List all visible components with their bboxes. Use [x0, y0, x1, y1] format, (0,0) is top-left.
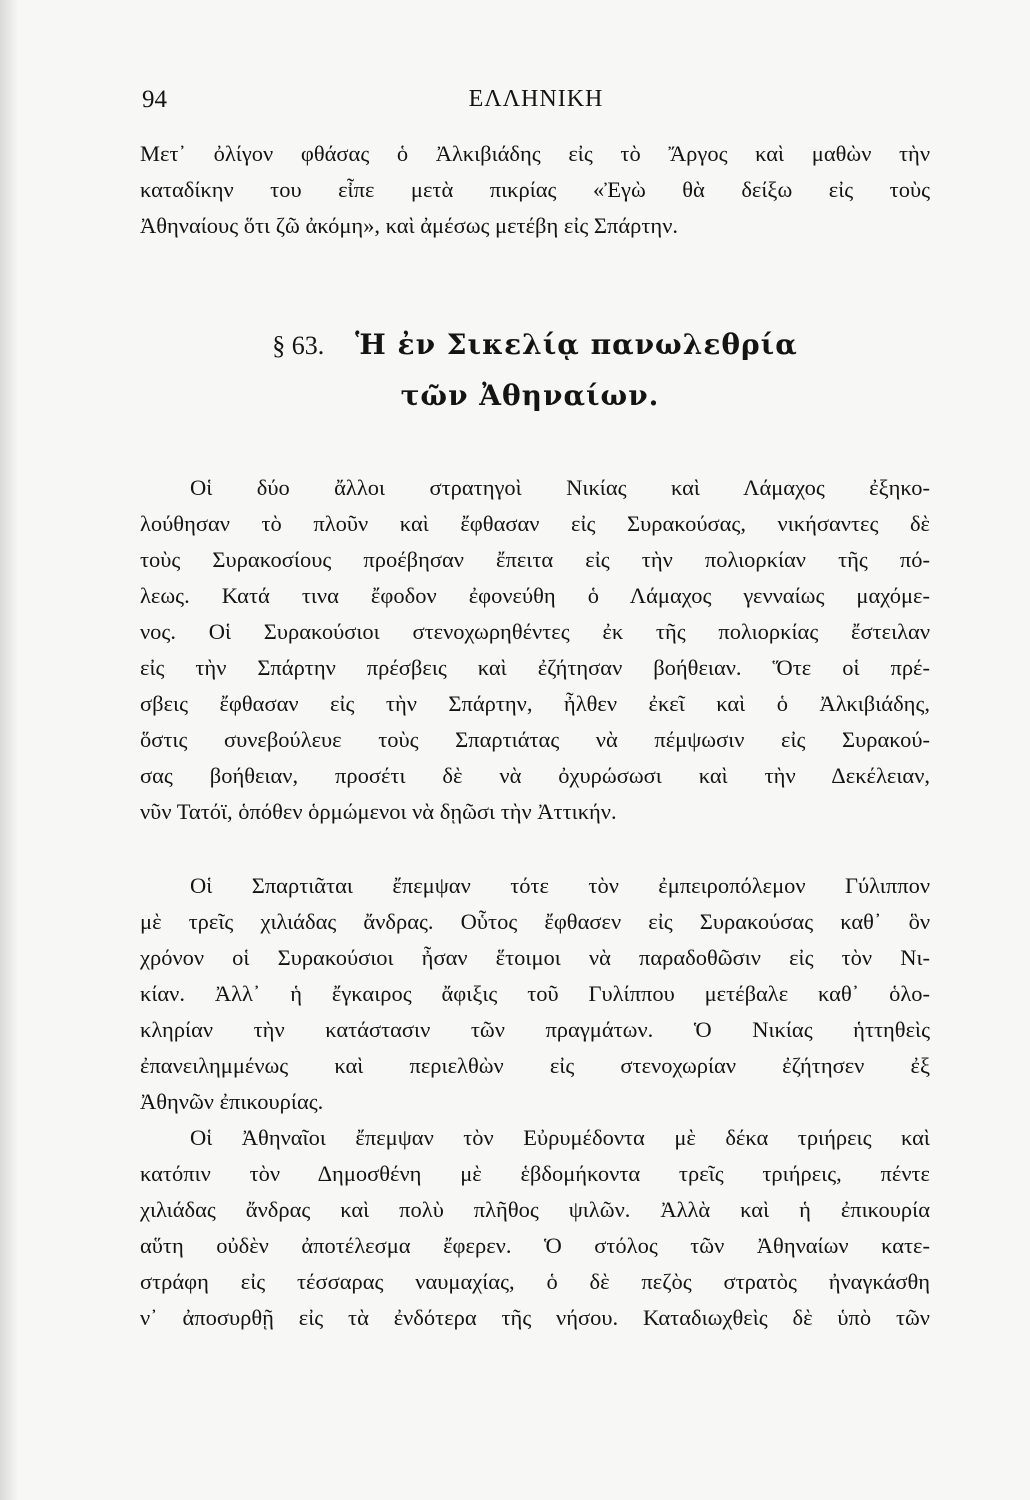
text-line: χιλιάδας ἄνδρας καὶ πολὺ πλῆθος ψιλῶν. Ἀλλὰ καὶ ἡ ἐπικουρία: [140, 1197, 930, 1222]
text-line: σας βοήθειαν, προσέτι δὲ νὰ ὀχυρώσωσι καὶ τὴν Δεκέλειαν,: [140, 763, 930, 788]
section-title-part-2: τῶν Ἀθηναίων.: [400, 379, 660, 412]
text-line: ὅστις συνεβούλευε τοὺς Σπαρτιάτας νὰ πέμψωσιν εἰς Συρακού-: [140, 727, 930, 752]
text-line: κληρίαν τὴν κατάστασιν τῶν πραγμάτων. Ὁ Νικίας ἡττηθεὶς: [140, 1017, 930, 1042]
text-line: σβεις ἔφθασαν εἰς τὴν Σπάρτην, ἦλθεν ἐκεῖ καὶ ὁ Ἀλκιβιάδης,: [140, 691, 930, 716]
intro-paragraph: [140, 136, 930, 244]
text-line: αὕτη οὐδὲν ἀποτέλεσμα ἔφερεν. Ὁ στόλος τῶν Ἀθηναίων κατε-: [140, 1233, 930, 1258]
text-line: Οἱ δύο ἄλλοι στρατηγοὶ Νικίας καὶ Λάμαχος ἐξηκο-: [190, 475, 930, 500]
running-head: [142, 86, 930, 122]
text-line: ν᾽ ἀποσυρθῇ εἰς τὰ ἐνδότερα τῆς νήσου. Καταδιωχθεὶς δὲ ὑπὸ τῶν: [140, 1305, 930, 1330]
section-title-part-1: Ἡ ἐν Σικελίᾳ πανωλεθρία: [355, 328, 798, 361]
text-line: Οἱ Σπαρτιᾶται ἔπεμψαν τότε τὸν ἐμπειροπόλεμον Γύλιππον: [190, 873, 930, 898]
text-line: Οἱ Ἀθηναῖοι ἔπεμψαν τὸν Εὐρυμέδοντα μὲ δέκα τριήρεις καὶ: [190, 1125, 930, 1150]
text-line: καταδίκην του εἶπε μετὰ πικρίας «Ἐγὼ θὰ δείξω εἰς τοὺς: [140, 177, 930, 202]
paragraph-1: [140, 470, 930, 830]
text-line: λεως. Κατά τινα ἔφοδον ἐφονεύθη ὁ Λάμαχος γενναίως μαχόμε-: [140, 583, 930, 608]
text-line: εἰς τὴν Σπάρτην πρέσβεις καὶ ἐζήτησαν βοήθειαν. Ὅτε οἱ πρέ-: [140, 655, 930, 680]
text-line: Ἀθηνῶν ἐπικουρίας.: [140, 1089, 324, 1114]
text-line: ἐπανειλημμένως καὶ περιελθὼν εἰς στενοχωρίαν ἐζήτησεν ἐξ: [140, 1053, 930, 1078]
text-line: νῦν Τατόϊ, ὁπόθεν ὁρμώμενοι νὰ δῃῶσι τὴν Ἀττικήν.: [140, 799, 617, 824]
text-line: Ἀθηναίους ὅτι ζῶ ἀκόμη», καὶ ἀμέσως μετέβη εἰς Σπάρτην.: [140, 213, 679, 238]
text-line: στράφη εἰς τέσσαρας ναυμαχίας, ὁ δὲ πεζὸς στρατὸς ἠναγκάσθη: [140, 1269, 930, 1294]
section-heading-line-1: [140, 320, 930, 370]
text-line: νος. Οἱ Συρακούσιοι στενοχωρηθέντες ἐκ τῆς πολιορκίας ἔστειλαν: [140, 619, 930, 644]
text-line: Μετ᾽ ὀλίγον φθάσας ὁ Ἀλκιβιάδης εἰς τὸ Ἄργος καὶ μαθὼν τὴν: [140, 141, 930, 166]
text-line: τοὺς Συρακοσίους προέβησαν ἔπειτα εἰς τὴν πολιορκίαν τῆς πό-: [140, 547, 930, 572]
section-number: § 63.: [272, 331, 325, 360]
paragraph-2: [140, 868, 930, 1120]
text-line: χρόνον οἱ Συρακούσιοι ἦσαν ἕτοιμοι νὰ παραδοθῶσιν εἰς τὸν Νι-: [140, 945, 930, 970]
running-title: ΕΛΛΗΝΙΚΗ: [468, 86, 604, 112]
page-number: 94: [142, 86, 167, 113]
text-line: μὲ τρεῖς χιλιάδας ἄνδρας. Οὗτος ἔφθασεν εἰς Συρακούσας καθ᾽ ὃν: [140, 909, 930, 934]
text-line: λούθησαν τὸ πλοῦν καὶ ἔφθασαν εἰς Συρακούσας, νικήσαντες δὲ: [140, 511, 930, 536]
text-line: κατόπιν τὸν Δημοσθένη μὲ ἑβδομήκοντα τρεῖς τριήρεις, πέντε: [140, 1161, 930, 1186]
section-heading: [140, 320, 930, 422]
paragraph-3: [140, 1120, 930, 1336]
text-line: κίαν. Ἀλλ᾽ ἡ ἔγκαιρος ἄφιξις τοῦ Γυλίππου μετέβαλε καθ᾽ ὁλο-: [140, 981, 930, 1006]
